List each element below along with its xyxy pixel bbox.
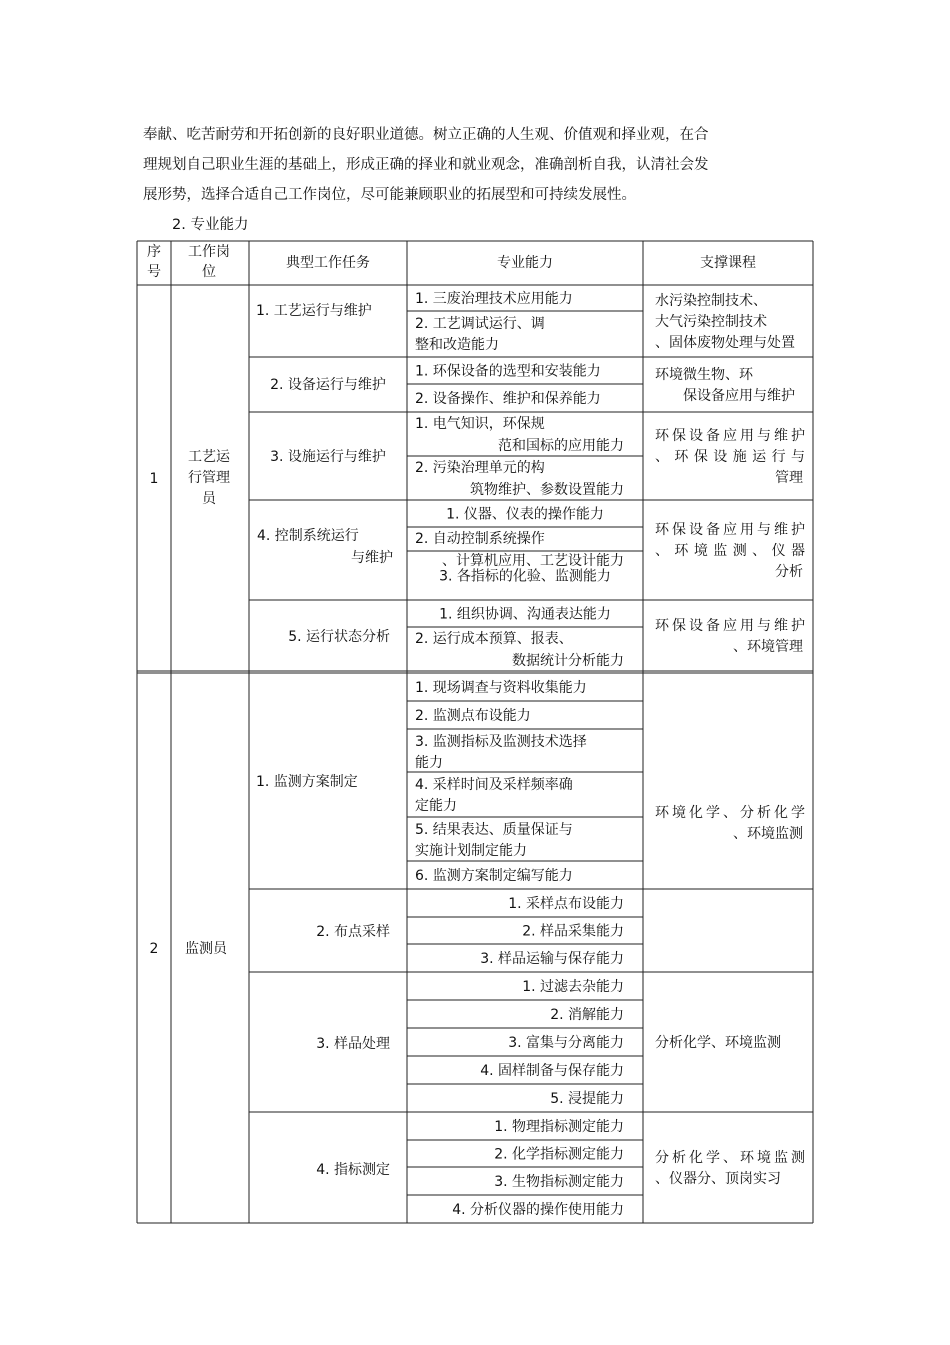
post-name: 员: [202, 491, 216, 507]
intro-line-2: 理规划自己职业生涯的基础上，形成正确的择业和就业观念，准确剖析自我，认清社会发: [143, 157, 709, 173]
ability-item: 能力: [415, 755, 443, 771]
task-name: 4. 控制系统运行: [257, 528, 359, 544]
ability-item: 定能力: [415, 798, 457, 814]
course-text: 保设备应用与维护: [683, 388, 795, 404]
ability-item: 4. 采样时间及采样频率确: [415, 777, 573, 793]
ability-item: 1. 采样点布设能力: [508, 896, 624, 912]
header-cell-ability: 专业能力: [497, 255, 553, 271]
ability-item: 数据统计分析能力: [512, 653, 624, 669]
course-text: 环保设备应用与维护: [655, 428, 805, 444]
ability-item: 2. 工艺调试运行、调: [415, 316, 545, 332]
ability-item: 1. 环保设备的选型和安装能力: [415, 363, 601, 380]
ability-item: 1. 仪器、仪表的操作能力: [446, 506, 604, 523]
post-name: 监测员: [185, 941, 227, 957]
header-cell-post: 工作岗: [188, 244, 230, 260]
header-cell-no: 号: [147, 264, 161, 280]
header-cell-no: 序: [147, 244, 161, 260]
task-name: 2. 布点采样: [316, 924, 390, 940]
ability-item: 5. 浸提能力: [550, 1091, 624, 1107]
course-text: 水污染控制技术、: [655, 293, 767, 309]
task-name: 1. 监测方案制定: [256, 774, 358, 790]
ability-item: 1. 组织协调、沟通表达能力: [439, 606, 611, 623]
ability-item: 2. 自动控制系统操作: [415, 531, 545, 547]
task-name: 5. 运行状态分析: [288, 629, 390, 645]
intro-line-1: 奉献、吃苦耐劳和开拓创新的良好职业道德。树立正确的人生观、价值观和择业观，在合: [143, 127, 709, 143]
ability-item: 3. 富集与分离能力: [508, 1035, 624, 1051]
ability-item: 5. 结果表达、质量保证与: [415, 822, 573, 838]
course-text: 管理: [775, 470, 803, 486]
intro-line-3: 展形势，选择合适自己工作岗位，尽可能兼顾职业的拓展型和可持续发展性。: [143, 187, 636, 203]
course-text: 大气污染控制技术: [655, 314, 767, 330]
header-cell-course: 支撑课程: [700, 255, 756, 271]
header-cell-task: 典型工作任务: [286, 255, 370, 271]
ability-item: 2. 样品采集能力: [522, 923, 624, 940]
section-heading: 2. 专业能力: [172, 217, 249, 233]
ability-item: 1. 过滤去杂能力: [522, 979, 624, 995]
ability-item: 1. 现场调查与资料收集能力: [415, 680, 587, 696]
course-text: 、环境监测、仪器: [655, 543, 805, 559]
course-text: 环境化学、分析化学: [655, 805, 805, 821]
task-name: 2. 设备运行与维护: [270, 377, 386, 393]
ability-item: 2. 消解能力: [550, 1007, 624, 1023]
serial-number: 1: [149, 471, 159, 487]
header-cell-post: 位: [202, 264, 216, 280]
ability-item: 2. 化学指标测定能力: [494, 1146, 624, 1163]
ability-item: 整和改造能力: [415, 337, 499, 353]
ability-item: 2. 运行成本预算、报表、: [415, 631, 573, 647]
course-text: 环保设备应用与维护: [655, 618, 805, 634]
ability-item: 3. 样品运输与保存能力: [480, 951, 624, 967]
ability-item: 1. 物理指标测定能力: [494, 1119, 624, 1135]
ability-item: 2. 监测点布设能力: [415, 708, 531, 724]
ability-item: 3. 监测指标及监测技术选择: [415, 734, 587, 750]
ability-item: 2. 污染治理单元的构: [415, 460, 545, 476]
ability-item: 4. 固样制备与保存能力: [480, 1063, 624, 1079]
course-text: 、环境管理: [733, 639, 803, 655]
ability-item: 、计算机应用、工艺设计能力: [442, 553, 624, 569]
ability-item: 3. 生物指标测定能力: [494, 1174, 624, 1190]
ability-item: 范和国标的应用能力: [498, 438, 624, 454]
task-name: 与维护: [351, 550, 393, 566]
ability-item: 4. 分析仪器的操作使用能力: [452, 1202, 624, 1218]
ability-item: 6. 监测方案制定编写能力: [415, 868, 573, 884]
course-text: 、仪器分、顶岗实习: [655, 1171, 781, 1187]
post-name: 行管理: [188, 470, 230, 486]
course-text: 、环境监测: [733, 826, 803, 842]
course-text: 分析化学、环境监测: [655, 1035, 781, 1051]
course-text: 分析化学、环境监测: [655, 1150, 805, 1166]
ability-item: 1. 三废治理技术应用能力: [415, 291, 573, 307]
serial-number: 2: [149, 941, 159, 957]
ability-item: 3. 各指标的化验、监测能力: [439, 568, 611, 585]
ability-item: 实施计划制定能力: [415, 843, 527, 859]
course-text: 分析: [775, 564, 803, 580]
post-name: 工艺运: [188, 449, 230, 465]
task-name: 3. 设施运行与维护: [270, 449, 386, 465]
course-text: 环保设备应用与维护: [655, 522, 805, 538]
task-name: 4. 指标测定: [316, 1162, 390, 1178]
course-text: 、环保设施运行与: [655, 449, 805, 465]
task-name: 1. 工艺运行与维护: [256, 303, 372, 319]
ability-item: 筑物维护、参数设置能力: [470, 482, 624, 498]
course-text: 环境微生物、环: [655, 367, 753, 383]
task-name: 3. 样品处理: [316, 1036, 390, 1052]
ability-item: 1. 电气知识，环保规: [415, 416, 545, 432]
ability-item: 2. 设备操作、维护和保养能力: [415, 391, 601, 407]
course-text: 、固体废物处理与处置: [655, 335, 795, 351]
